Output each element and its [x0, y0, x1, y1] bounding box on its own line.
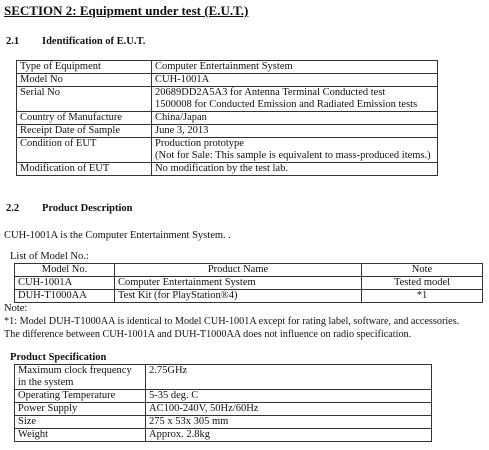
table-row	[17, 163, 438, 176]
row-value: China/Japan	[152, 112, 438, 125]
row-value	[152, 87, 438, 112]
row-label: Model No	[17, 74, 152, 87]
spec-label: Size	[15, 416, 146, 429]
model-cell: CUH-1001A	[15, 277, 115, 290]
identification-heading	[6, 36, 145, 47]
identification-number: 2.1	[6, 36, 20, 47]
row-value: CUH-1001A	[152, 74, 438, 87]
spec-value: Approx. 2.8kg	[146, 429, 432, 442]
table-row	[15, 429, 432, 442]
spec-value: AC100-240V, 50Hz/60Hz	[146, 403, 432, 416]
table-row	[15, 390, 432, 403]
table-row	[17, 125, 438, 138]
row-label: Modification of EUT	[17, 163, 152, 176]
table-row	[15, 365, 432, 390]
identification-table	[16, 60, 438, 176]
value-line: 20689DD2A5A3 for Antenna Terminal Conducted test	[155, 87, 386, 98]
row-value: Computer Entertainment System	[152, 61, 438, 74]
label-line: Maximum clock frequency	[18, 365, 132, 376]
table-row	[15, 416, 432, 429]
product-description-number: 2.2	[6, 203, 20, 214]
value-line: Production prototype	[155, 138, 244, 149]
spec-label	[15, 365, 146, 390]
model-cell: DUH-T1000AA	[15, 290, 115, 303]
identification-title: Identification of E.U.T.	[42, 36, 146, 47]
product-specification-heading: Product Specification	[10, 352, 107, 363]
spec-label: Power Supply	[15, 403, 146, 416]
column-header: Note	[362, 264, 483, 277]
table-header-row	[15, 264, 483, 277]
model-list-title: List of Model No.:	[10, 251, 89, 262]
value-line: (Not for Sale: This sample is equivalent to mass-produced items.)	[155, 150, 431, 161]
column-header: Model No.	[15, 264, 115, 277]
note-cell: Tested model	[362, 277, 483, 290]
row-label: Type of Equipment	[17, 61, 152, 74]
table-row	[15, 403, 432, 416]
value-line: 1500008 for Conducted Emission and Radiated Emission tests	[155, 99, 418, 110]
row-label: Country of Manufacture	[17, 112, 152, 125]
table-row	[17, 138, 438, 163]
product-description-title: Product Description	[42, 203, 133, 214]
note-line: *1: Model DUH-T1000AA is identical to Model CUH-1001A except for rating label, software, and accessories.	[4, 316, 460, 327]
table-row	[17, 61, 438, 74]
spec-value: 275 x 53x 305 mm	[146, 416, 432, 429]
spec-label: Operating Temperature	[15, 390, 146, 403]
label-line: in the system	[18, 377, 74, 388]
spec-value: 2.75GHz	[146, 365, 432, 390]
row-value: No modification by the test lab.	[152, 163, 438, 176]
product-name-cell: Test Kit (for PlayStation®4)	[115, 290, 362, 303]
row-value: June 3, 2013	[152, 125, 438, 138]
table-row	[15, 277, 483, 290]
row-label: Condition of EUT	[17, 138, 152, 163]
table-row	[17, 112, 438, 125]
note-line: The difference between CUH-1001A and DUH-T1000AA does not influence on radio specification.	[4, 329, 412, 340]
column-header: Product Name	[115, 264, 362, 277]
spec-label: Weight	[15, 429, 146, 442]
row-label: Serial No	[17, 87, 152, 112]
product-name-cell: Computer Entertainment System	[115, 277, 362, 290]
section-title: SECTION 2: Equipment under test (E.U.T.)	[4, 3, 249, 18]
note-label: Note:	[4, 303, 28, 314]
table-row	[17, 87, 438, 112]
product-description-heading	[6, 203, 133, 214]
table-row	[15, 290, 483, 303]
model-list-table	[14, 263, 483, 303]
product-description-intro: CUH-1001A is the Computer Entertainment System. .	[4, 230, 231, 241]
note-cell: *1	[362, 290, 483, 303]
spec-value: 5-35 deg. C	[146, 390, 432, 403]
row-value	[152, 138, 438, 163]
row-label: Receipt Date of Sample	[17, 125, 152, 138]
table-row	[17, 74, 438, 87]
specification-table	[14, 364, 432, 442]
